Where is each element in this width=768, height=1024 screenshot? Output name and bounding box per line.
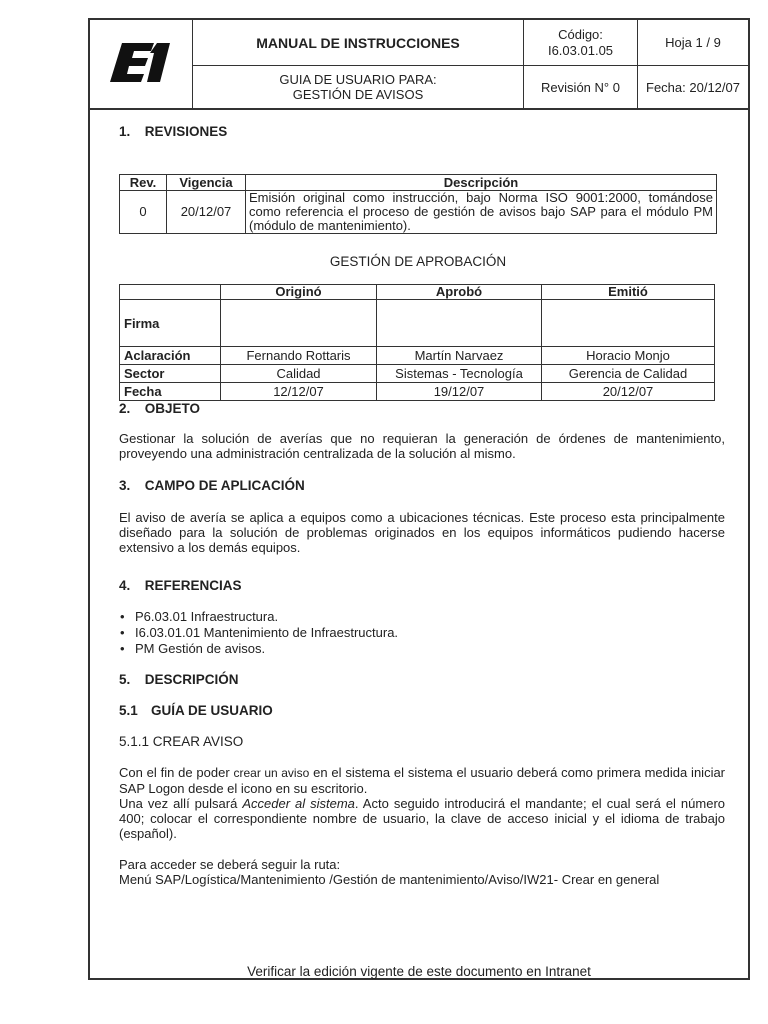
table-row — [120, 300, 715, 347]
revision-number: Revisión N° 0 — [524, 66, 638, 108]
document-header — [90, 20, 748, 110]
crear-paragraph-3: Para acceder se deberá seguir la ruta: Menú SAP/Logística/Mantenimiento /Gestión de mantenimiento/Aviso/IW21- Crear en general — [119, 857, 660, 887]
campo-paragraph: El aviso de avería se aplica a equipos como a ubicaciones técnicas. Este proceso esta principalmente diseñado para la solución de problemas originados en los equipos informáticos pudiendo hacerse extensivo a los demás equipos. — [119, 510, 725, 555]
table-header: Originó — [221, 285, 377, 300]
approval-table — [119, 284, 715, 401]
section-objeto-heading: 2. OBJETO — [119, 401, 201, 416]
table-header — [120, 285, 221, 300]
signature-cell — [221, 300, 377, 347]
signature-cell — [542, 300, 715, 347]
document-subtitle: GUIA DE USUARIO PARA: GESTIÓN DE AVISOS — [193, 66, 524, 108]
section-campo-heading: 3. CAMPO DE APLICACIÓN — [119, 478, 305, 493]
firma-label: Firma — [120, 300, 221, 347]
section-referencias-heading: 4. REFERENCIAS — [119, 578, 242, 593]
table-row: Sector Calidad Sistemas - Tecnología Gerencia de Calidad — [120, 365, 715, 383]
descripcion-cell: Emisión original como instrucción, bajo Norma ISO 9001:2000, tomándose como referencia el proceso de gestión de avisos bajo SAP para el módulo PM (módulo de mantenimiento). — [246, 191, 717, 234]
signature-cell — [377, 300, 542, 347]
table-row: Fecha 12/12/07 19/12/07 20/12/07 — [120, 383, 715, 401]
list-item: • I6.03.01.01 Mantenimiento de Infraestructura. — [135, 625, 398, 641]
table-header: Aprobó — [377, 285, 542, 300]
section-descripcion-heading: 5. DESCRIPCIÓN — [119, 672, 239, 687]
referencias-list — [119, 609, 398, 657]
table-header: Emitió — [542, 285, 715, 300]
footer-note: Verificar la edición vigente de este documento en Intranet — [247, 964, 591, 979]
table-header: Descripción — [246, 175, 717, 191]
approval-title: GESTIÓN DE APROBACIÓN — [329, 254, 507, 269]
objeto-paragraph: Gestionar la solución de averías que no requieran la generación de órdenes de mantenimiento, proveyendo una administración centralizada de la solución al mismo. — [119, 431, 725, 461]
page-number: Hoja 1 / 9 — [638, 20, 748, 66]
company-logo — [90, 20, 193, 108]
vigencia-cell: 20/12/07 — [167, 191, 246, 234]
list-item: • P6.03.01 Infraestructura. — [135, 609, 398, 625]
crear-paragraph-1: Con el fin de poder crear un aviso en el sistema el sistema el usuario deberá como primera medida iniciar SAP Logon desde el icono en su escritorio. — [119, 765, 726, 796]
section-crear-heading: 5.1.1 CREAR AVISO — [119, 734, 244, 749]
table-header: Rev. — [120, 175, 167, 191]
ei-logo-icon — [110, 39, 172, 89]
manual-title: MANUAL DE INSTRUCCIONES — [193, 20, 524, 66]
rev-cell: 0 — [120, 191, 167, 234]
table-header: Vigencia — [167, 175, 246, 191]
list-item: • PM Gestión de avisos. — [135, 641, 398, 657]
crear-paragraph-2: Una vez allí pulsará Acceder al sistema. Acto seguido introducirá el mandante; el cual será el número 400; colocar el correspondiente nombre de usuario, la clave de acceso inicial y el idioma de trabajo (español). — [119, 796, 726, 841]
table-row — [120, 191, 717, 234]
revisions-table — [119, 174, 717, 234]
section-guia-heading: 5.1 GUÍA DE USUARIO — [119, 703, 273, 718]
section-revisiones-heading: 1. REVISIONES — [119, 124, 228, 139]
document-code: Código: I6.03.01.05 — [524, 20, 638, 66]
document-date: Fecha: 20/12/07 — [646, 79, 740, 95]
table-row: Aclaración Fernando Rottaris Martín Narvaez Horacio Monjo — [120, 347, 715, 365]
document-page — [88, 18, 750, 980]
